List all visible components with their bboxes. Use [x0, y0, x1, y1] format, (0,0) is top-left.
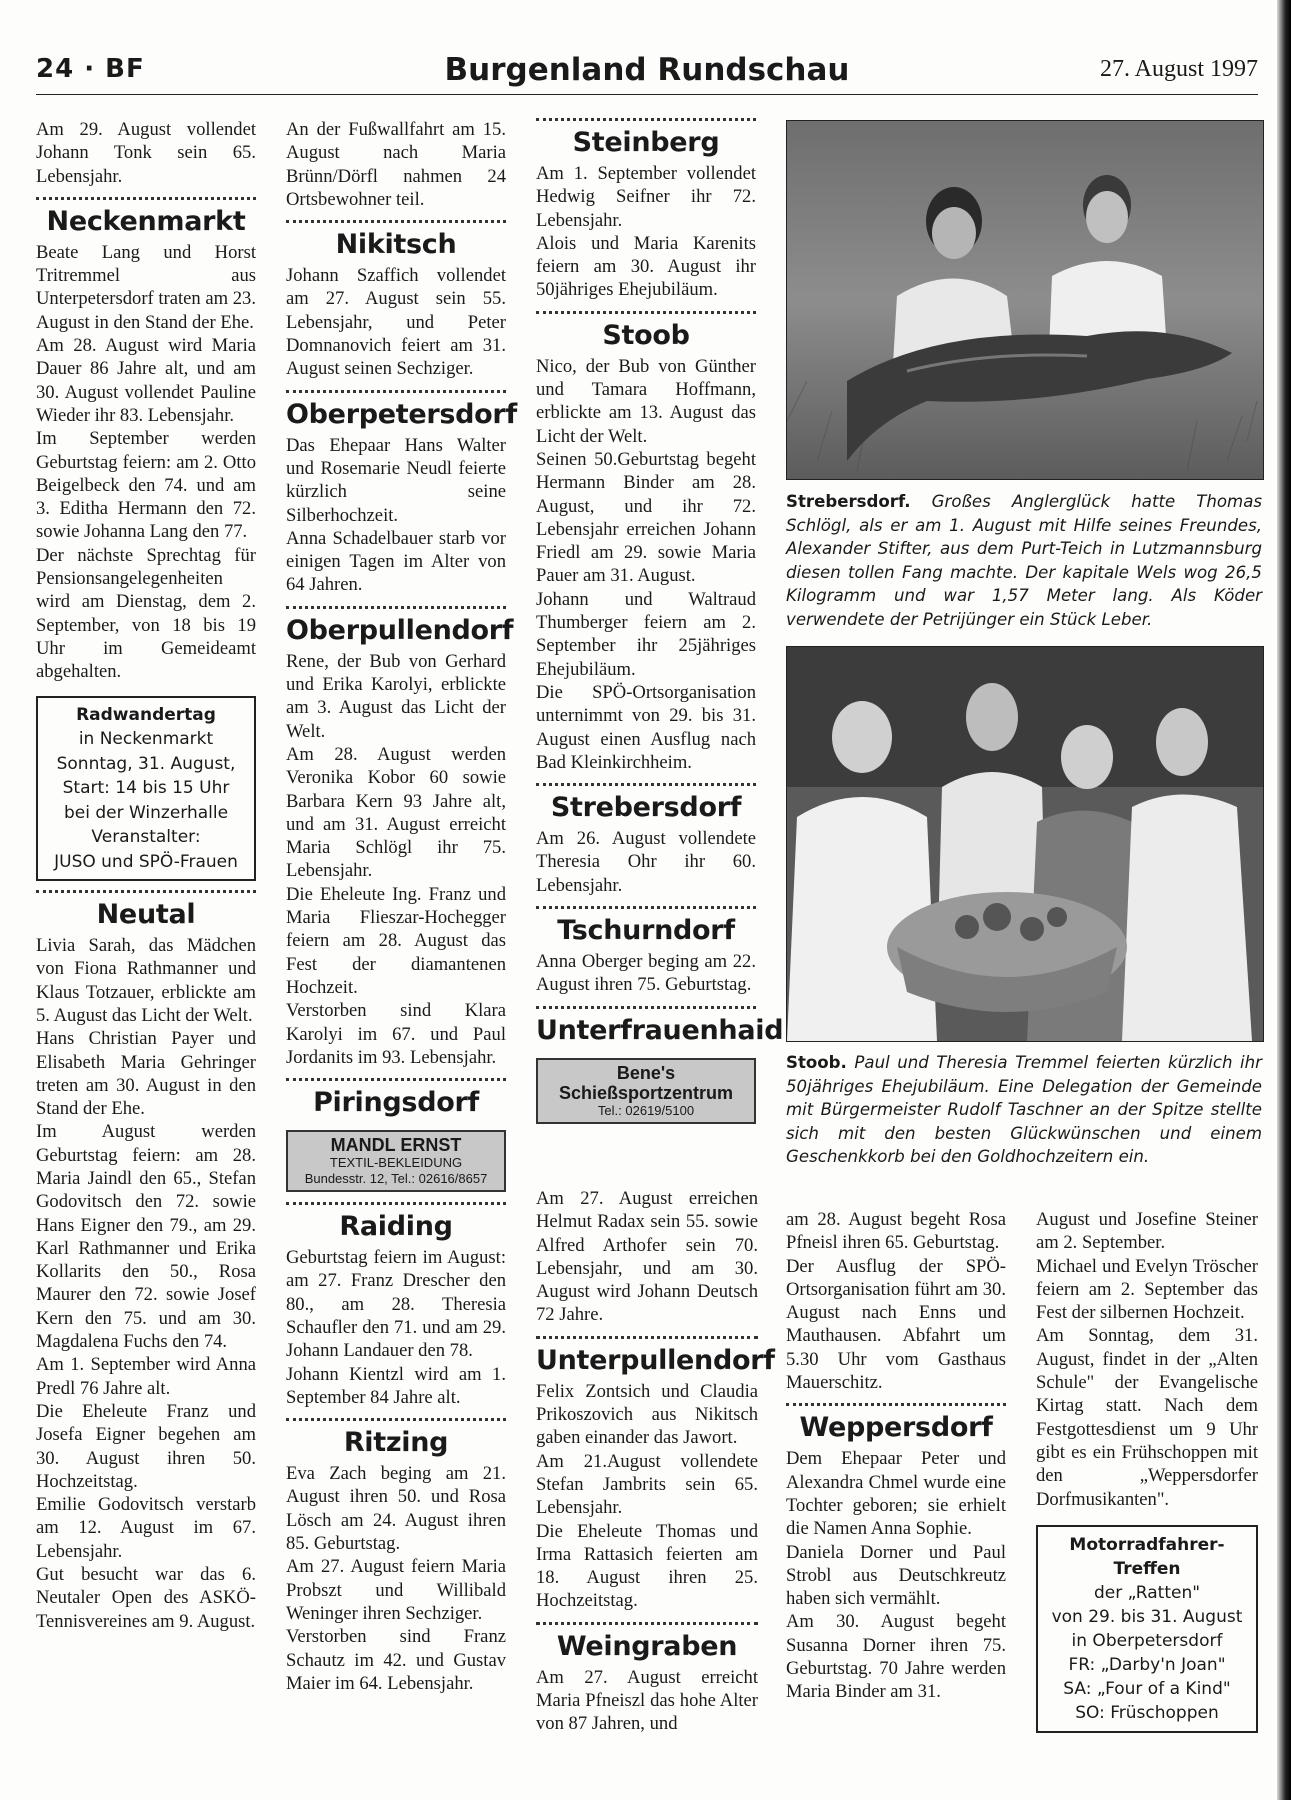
dotted-separator [286, 1202, 506, 1205]
caption-text: Paul und Theresia Tremmel feierten kürzlich ihr 50jähriges Ehejubiläum. Eine Delegation der Gemeinde mit Bürgermeister Rudolf Taschner an der Spitze stellte sich mit den besten Glückwünschen und einem Geschenkkorb bei den Goldhochzeitern ein. [786, 1053, 1262, 1167]
dotted-separator [536, 311, 756, 314]
event-box-line: von 29. bis 31. August [1051, 1606, 1243, 1627]
photo-group-image [787, 647, 1263, 1041]
photo-caption-strebersdorf [786, 490, 1262, 632]
article-text: Rene, der Bub von Gerhard und Erika Karolyi, erblickte am 3. August das Licht der Welt. [286, 650, 506, 742]
article-text: Geburtstag feiern im August: am 27. Franz Drescher den 80., am 28. Theresia Schaufler den 71. und am 29. Johann Landauer den 78. [286, 1247, 506, 1362]
article-text: Alois und Maria Karenits feiern am 30. August ihr 50jähriges Ehejubiläum. [536, 232, 756, 301]
page-edge-shadow [1277, 0, 1291, 1800]
article-text: Der Ausflug der SPÖ-Ortsorganisation führt am 30. August nach Enns und Mauthausen. Abfahrt um 5.30 Uhr vom Gasthaus Mauerschitz. [786, 1255, 1006, 1394]
newspaper-title: Burgenland Rundschau [444, 52, 850, 88]
event-box-line: Veranstalter: [91, 827, 201, 848]
dotted-separator [36, 197, 256, 200]
article-text: Am 27. August feiern Maria Probszt und Willibald Weninger ihren Sechziger. [286, 1556, 506, 1624]
dotted-separator [536, 118, 756, 121]
event-box-line: Start: 14 bis 15 Uhr [62, 778, 230, 799]
article-text: Am 1. September vollendet Hedwig Seifner ihr 72. Lebensjahr. [536, 163, 756, 231]
column-2 [286, 118, 517, 1695]
photo-golden-wedding-group [786, 646, 1264, 1042]
article-text: Johann Szaffich vollendet am 27. August sein 55. Lebensjahr, und Peter Domnanovich feiert am 31. August seinen Sechziger. [286, 265, 506, 380]
article-text: Beate Lang und Horst Tritremmel aus Unterpetersdorf traten am 23. August in den Stand der Ehe. [36, 241, 256, 333]
article-text: Daniela Dorner und Paul Strobl aus Deutschkreutz haben sich vermählt. [786, 1541, 1006, 1610]
section-heading-neckenmarkt: Neckenmarkt [46, 205, 246, 237]
event-box-line: SO: Früschoppen [1075, 1702, 1219, 1723]
caption-place: Strebersdorf. [786, 492, 911, 511]
article-text: Johann Kientzl wird am 1. September 84 Jahre alt. [286, 1363, 506, 1408]
column-3-lower [536, 1187, 775, 1736]
dotted-separator [286, 1078, 506, 1081]
event-box-line: in Oberpetersdorf [1071, 1630, 1223, 1651]
article-text: Livia Sarah, das Mädchen von Fiona Rathmanner und Klaus Totzauer, erblickte am 5. August das Licht der Welt. [36, 935, 256, 1026]
event-box-line: in Neckenmarkt [78, 729, 214, 750]
section-heading-oberpetersdorf: Oberpetersdorf [286, 398, 517, 430]
article-text: Der nächste Sprechtag für Pensionsangelegenheiten wird am Dienstag, dem 2. September, von 18 bis 19 Uhr im Gemeideamt abgehalten. [36, 544, 256, 683]
section-heading-nikitsch: Nikitsch [335, 229, 457, 261]
article-text: Am 27. August erreichen Helmut Radax sein 55. sowie Alfred Arthofer sein 70. Lebensjahr, und am 30. August wird Johann Deutsch 72 Jahre. [536, 1188, 758, 1326]
dotted-separator [786, 1403, 1006, 1406]
article-text: Nico, der Bub von Günther und Tamara Hoffmann, erblickte am 13. August das Licht der Welt. [536, 355, 756, 447]
article-text: Seinen 50.Geburtstag begeht Hermann Binder am 28. August, und ihr 72. Lebensjahr erreichen Johann Friedl am 29. sowie Maria Pauer am 31. August. [536, 448, 756, 587]
article-text: Am Sonntag, dem 31. August, findet in der „Alten Schule" der Evangelische Kirtag statt. Nach dem Festgottesdienst um 9 Uhr gibt es ein Frühschoppen mit den „Weppersdorfer Dorfmusikanten". [1036, 1325, 1258, 1510]
event-box-title: Radwandertag [76, 704, 216, 725]
article-text: Verstorben sind Franz Schautz im 42. und Gustav Maier im 64. Lebensjahr. [286, 1626, 506, 1694]
article-text: An der Fußwallfahrt am 15. August nach Maria Brünn/Dörfl nahmen 24 Ortsbewohner teil. [286, 119, 506, 210]
section-heading-strebersdorf: Strebersdorf [550, 792, 742, 824]
article-text: Am 29. August vollendet Johann Tonk sein 65. Lebensjahr. [36, 119, 256, 187]
dotted-separator [536, 1336, 758, 1339]
issue-date: 27. August 1997 [1099, 56, 1258, 82]
article-text: Im September werden Geburtstag feiern: am 2. Otto Beigelbeck den 74. und am 3. Editha Hermann den 72. sowie Johanna Lang den 77. [36, 428, 256, 543]
event-box-radwandertag [36, 696, 256, 882]
section-heading-unterfrauenhaid: Unterfrauenhaid [536, 1014, 784, 1046]
event-box-line: bei der Winzerhalle [63, 802, 229, 823]
dotted-separator [536, 906, 756, 909]
event-box-title: Motorradfahrer-Treffen [1069, 1534, 1225, 1579]
ad-line: Bundesstr. 12, Tel.: 02616/8657 [304, 1171, 488, 1187]
article-text: Am 30. August begeht Susanna Dorner ihren 75. Geburtstag. 70 Jahre werden Maria Binder am 31. [786, 1611, 1006, 1703]
article-text: Am 28. August werden Veronika Kobor 60 sowie Barbara Kern 93 Jahre alt, und am 31. August erreicht Maria Schlögl ihr 75. Lebensjahr. [286, 743, 506, 882]
ad-name: MANDL ERNST [330, 1135, 462, 1156]
article-text: August und Josefine Steiner am 2. September. [1036, 1209, 1258, 1254]
article-text: Am 1. September wird Anna Predl 76 Jahre alt. [36, 1354, 256, 1399]
ad-name: Schießsportzentrum [558, 1082, 734, 1103]
article-text: Die SPÖ-Ortsorganisation unternimmt von 29. bis 31. August einen Ausflug nach Bad Kleinkirchheim. [536, 681, 756, 773]
section-heading-raiding: Raiding [339, 1211, 453, 1243]
section-heading-weppersdorf: Weppersdorf [799, 1412, 993, 1444]
dotted-separator [286, 220, 506, 223]
article-text: Eva Zach beging am 21. August ihren 50. und Rosa Lösch am 24. August ihren 85. Geburtstag. [286, 1463, 506, 1555]
section-heading-weingraben: Weingraben [556, 1630, 738, 1662]
photo-anglers-with-catfish [786, 120, 1264, 480]
dotted-separator [286, 606, 506, 609]
event-box-line: JUSO und SPÖ-Frauen [54, 851, 238, 872]
section-heading-piringsdorf: Piringsdorf [313, 1087, 479, 1119]
section-heading-oberpullendorf: Oberpullendorf [286, 614, 514, 646]
article-text: Am 26. August vollendete Theresia Ohr ihr 60. Lebensjahr. [536, 828, 756, 896]
column-1 [36, 118, 256, 1633]
event-box-line: FR: „Darby'n Joan" [1068, 1654, 1226, 1675]
article-text: am 28. August begeht Rosa Pfneisl ihren 65. Geburtstag. [786, 1209, 1006, 1254]
article-text: Im August werden Geburtstag feiern: am 28. Maria Jaindl den 65., Stefan Godovitsch den 72. sowie Hans Eigner den 79., am 29. Karl Rathmanner und Erika Kollarits den 50., Rosa Maurer den 72. sowie Josef Kern den 75. und am 30. Magdalena Fuchs den 74. [36, 1121, 256, 1353]
article-text: Michael und Evelyn Tröscher feiern am 2. September das Fest der silbernen Hochzeit. [1036, 1255, 1258, 1324]
ad-name: Bene's [616, 1062, 676, 1083]
event-box-line: Sonntag, 31. August, [56, 753, 236, 774]
dotted-separator [286, 390, 506, 393]
photo-anglers-image [787, 121, 1263, 479]
article-text: Verstorben sind Klara Karolyi im 67. und Paul Jordanits im 93. Lebensjahr. [286, 1000, 506, 1068]
article-text: Am 27. August erreicht Maria Pfneiszl das hohe Alter von 87 Jahren, und [536, 1666, 758, 1735]
advertisement-mandl-ernst [286, 1130, 506, 1192]
page-header [36, 50, 1258, 95]
article-text: Das Ehepaar Hans Walter und Rosemarie Neudl feierte kürzlich seine Silberhochzeit. [286, 434, 506, 526]
caption-text: Großes Anglerglück hatte Thomas Schlögl, als er am 1. August mit Hilfe seines Freundes, Alexander Stifter, aus dem Purt-Teich in Lutzmannsburg diesen tollen Fang machte. Der kapitale Wels wog 26,5 Kilogramm und war 1,57 Meter lang. Als Köder verwendete der Petrijünger ein Stück Leber. [786, 492, 1263, 629]
section-heading-ritzing: Ritzing [343, 1427, 449, 1459]
section-heading-tschurndorf: Tschurndorf [557, 915, 735, 947]
dotted-separator [36, 890, 256, 893]
event-box-line: SA: „Four of a Kind" [1063, 1678, 1231, 1699]
column-4-lower [786, 1208, 1006, 1704]
article-text: Anna Schadelbauer starb vor einigen Tagen im Alter von 64 Jahren. [286, 527, 506, 596]
article-text: Die Eheleute Franz und Josefa Eigner begehen am 30. August ihren 50. Hochzeitstag. [36, 1400, 256, 1492]
article-text: Felix Zontsich und Claudia Prikoszovich aus Nikitsch gaben einander das Jawort. [536, 1380, 758, 1449]
dotted-separator [286, 1418, 506, 1421]
article-text: Die Eheleute Thomas und Irma Rattasich feierten am 18. August ihren 25. Hochzeitstag. [536, 1520, 758, 1612]
section-heading-unterpullendorf: Unterpullendorf [536, 1344, 775, 1376]
event-box-line: der „Ratten" [1093, 1582, 1201, 1603]
article-text: Am 28. August wird Maria Dauer 86 Jahre alt, und am 30. August vollendet Pauline Wieder ihr 83. Lebensjahr. [36, 335, 256, 426]
ad-line: Tel.: 02619/5100 [597, 1102, 695, 1118]
article-text: Hans Christian Payer und Elisabeth Maria Gehringer treten am 30. August in den Stand der Ehe. [36, 1028, 256, 1120]
section-heading-steinberg: Steinberg [572, 127, 720, 158]
article-text: Dem Ehepaar Peter und Alexandra Chmel wurde eine Tochter geboren; sie erhielt die Namen Anna Sophie. [786, 1448, 1006, 1540]
page-number: 24 · BF [36, 54, 145, 84]
ad-line: TEXTIL-BEKLEIDUNG [329, 1155, 463, 1171]
article-text: Am 21.August vollendete Stefan Jambrits sein 65. Lebensjahr. [536, 1450, 758, 1519]
article-text: Emilie Godovitsch verstarb am 12. August im 67. Lebensjahr. [36, 1494, 256, 1562]
section-heading-neutal: Neutal [96, 899, 196, 931]
photo-caption-stoob [786, 1051, 1262, 1169]
article-text: Johann und Waltraud Thumberger feiern am 2. September ihr 25jähriges Ehejubiläum. [536, 588, 756, 680]
article-text: Die Eheleute Ing. Franz und Maria Flieszar-Hochegger feiern am 28. August das Fest der diamantenen Hochzeit. [286, 883, 506, 998]
dotted-separator [536, 1622, 758, 1625]
dotted-separator [536, 783, 756, 786]
article-text: Anna Oberger beging am 22. August ihren 75. Geburtstag. [536, 951, 756, 996]
caption-place: Stoob. [786, 1053, 847, 1072]
article-text: Gut besucht war das 6. Neutaler Open des ASKÖ-Tennisvereines am 9. August. [36, 1564, 256, 1632]
event-box-motorradfahrer-treffen [1036, 1525, 1258, 1733]
advertisement-schiesssportzentrum [536, 1058, 756, 1124]
dotted-separator [536, 1006, 756, 1009]
column-5-lower [1036, 1208, 1258, 1733]
column-3 [536, 118, 784, 1134]
section-heading-stoob: Stoob [602, 319, 690, 351]
